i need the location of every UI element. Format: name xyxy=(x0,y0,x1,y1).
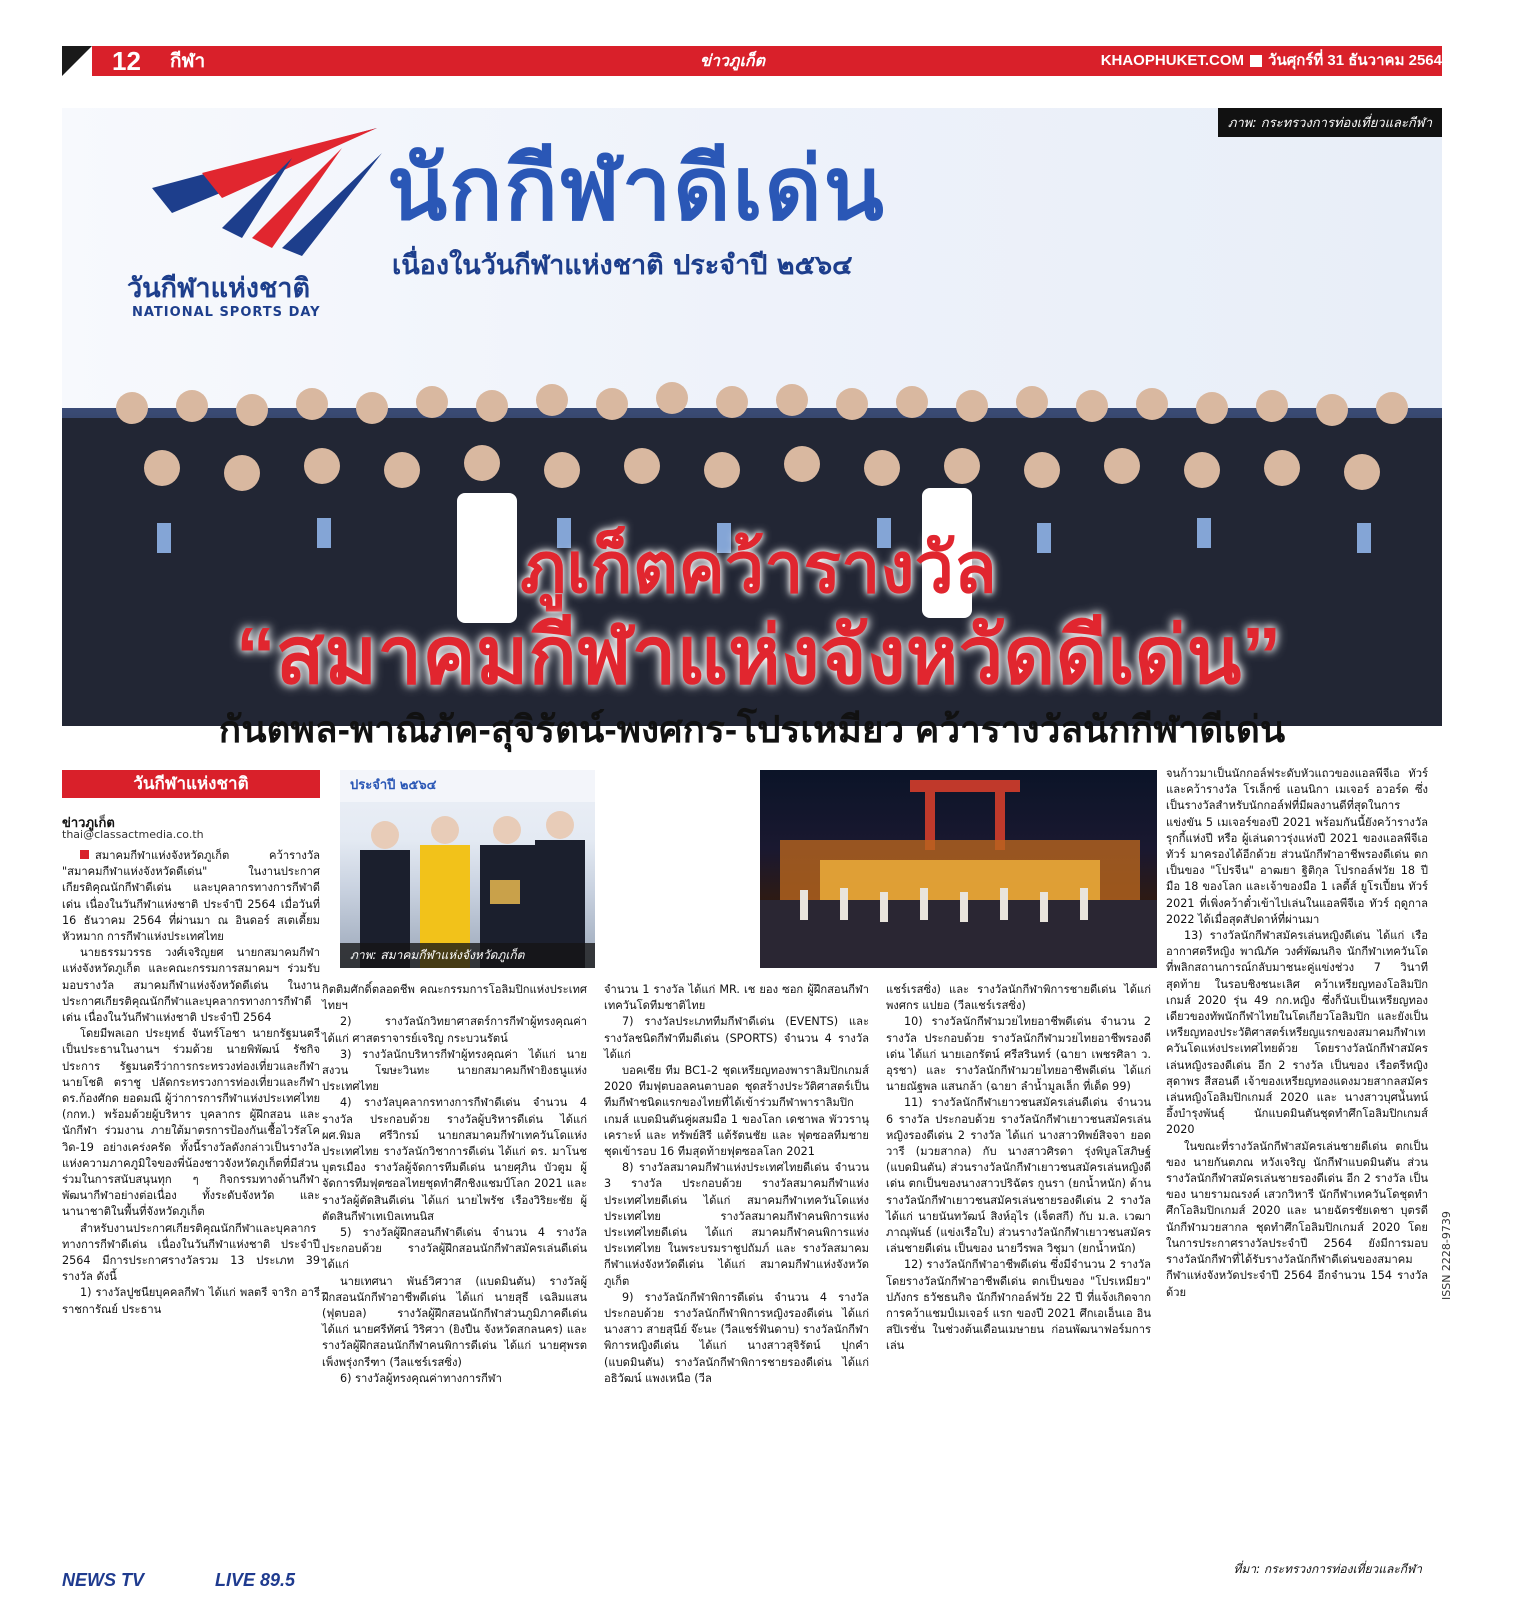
paragraph: แชร์เรสซิ่ง) และ รางวัลนักกีฬาพิการชายดีเด่น ได้แก่ พงศกร แปยอ (วีลแชร์เรสซิ่ง) xyxy=(886,983,1151,1013)
logo-text-english: NATIONAL SPORTS DAY xyxy=(132,305,321,320)
paragraph: นายเทศนา พันธ์วิศวาส (แบดมินตัน) รางวัลผู้ฝึกสอนนักกีฬาอาชีพดีเด่น ได้แก่ นายสุธี เฉลิมแสน (ฟุตบอล) รางวัลผู้ฝึกสอนนักกีฬาส่วนภูมิภาคดีเด่น ได้แก่ นายศรีทัศน์ วิริศวา (ยิงปืน จังหวัดสกลนคร) และรางวัลผู้ฝึกสอนนักกีฬาคนพิการดีเด่น ได้แก่ นายศุพรต เพ็งพรุ่งกรีฑา (วีลแชร์เรสซิ่ง) xyxy=(322,1274,587,1369)
paragraph: สำหรับงานประกาศเกียรติคุณนักกีฬาและบุคลากรทางการกีฬาดีเด่น เนื่องในวันกีฬาแห่งชาติ ประจำปี 2564 มีการประกาศรางวัลรวม 13 ประเภท 39 รางวัล ดังนี้ xyxy=(62,1221,320,1284)
paragraph: 8) รางวัลสมาคมกีฬาแห่งประเทศไทยดีเด่น จำนวน 3 รางวัล ประกอบด้วย รางวัลสมาคมกีฬาแห่งประเทศไทยดีเด่น ได้แก่ สมาคมกีฬาเทควันโดแห่งประเทศไทย รางวัลสมาคมกีฬาคนพิการแห่งประเทศไทยดีเด่น ได้แก่ สมาคมกีฬาคนพิการแห่งประเทศไทย ในพระบรมราชูปถัมภ์ และ รางวัลสมาคมกีฬาแห่งจังหวัดดีเด่น ได้แก่ สมาคมกีฬาแห่งจังหวัดภูเก็ต xyxy=(604,1161,869,1288)
national-sports-day-logo-icon xyxy=(132,118,392,268)
news-tv-logo: NEWS TV xyxy=(62,1570,145,1590)
headline-line-1: ภูเก็ตคว้ารางวัล xyxy=(520,529,997,607)
paragraph: กิตติมศักดิ์ตลอดชีพ คณะกรรมการโอลิมปิกแห่งประเทศไทยฯ xyxy=(322,983,587,1013)
paragraph: จำนวน 1 รางวัล ได้แก่ MR. เช ยอง ซอก ผู้ฝึกสอนกีฬาเทควันโดทีมชาติไทย xyxy=(604,983,869,1013)
paragraph: 11) รางวัลนักกีฬาเยาวชนสมัครเล่นดีเด่น จำนวน 6 รางวัล ประกอบด้วย รางวัลนักกีฬาเยาวชนสมัครเล่นหญิงรองดีเด่น 2 รางวัล ได้แก่ นางสาวทิพย์สิจจา ยอดวารี (มวยสากล) กับ นางสาวศิรดา รุ่งพิบูลโสภิษฐ์ (แบดมินตัน) ส่วนรางวัลนักกีฬาเยาวชนสมัครเล่นหญิงดีเด่น ตกเป็นของนางสาวปริฉัตร กูนรา (ยกน้ำหนัก) ด้านรางวัลนักกีฬาเยาวชนสมัครเล่นชายรองดีเด่น 2 รางวัล ได้แก่ นายนันทวัฒน์ สิงห์อุไร (เจ็ตสกี) กับ ม.ล. เวฒา ภาณุพันธ์ (แข่งเรือใบ) ส่วนรางวัลนักกีฬาเยาวชนสมัครเล่นชายดีเด่น เป็นของ นายวีรพล วิชุมา (ยกน้ำหนัก) xyxy=(886,1096,1151,1256)
paragraph: นายธรรมวรรธ วงศ์เจริญยศ นายกสมาคมกีฬาแห่งจังหวัดภูเก็ต และคณะกรรมการสมาคมฯ ร่วมรับมอบรางวัล สมาคมกีฬาแห่งจังหวัดดีเด่น ในงานประกาศเกียรติคุณนักกีฬาและบุคลากรทางการกีฬาดีเด่น เนื่องในวันกีฬาแห่งชาติ ประจำปี 2564 xyxy=(62,946,320,1025)
article-column-4 xyxy=(886,982,1151,1355)
paragraph: 10) รางวัลนักกีฬามวยไทยอาชีพดีเด่น จำนวน 2 รางวัล ประกอบด้วย รางวัลนักกีฬามวยไทยอาชีพรองดีเด่น ได้แก่ นายเอกรัตน์ ศรีสรินทร์ (ฉายา เพชรศิลา ว. อุรชา) และ รางวัลนักกีฬามวยไทยอาชีพดีเด่น ได้แก่ นายณัฐพล แสนกล้า (ฉายา ลำน้ำมูลเล็ก ที่เด็ด 99) xyxy=(886,1015,1151,1094)
header-dateline xyxy=(1101,46,1442,76)
paragraph: 3) รางวัลนักบริหารกีฬาผู้ทรงคุณค่า ได้แก่ นายสงวน โฆษะวินทะ นายกสมาคมกีฬายิงธนูแห่งประเทศไทย xyxy=(322,1047,587,1094)
issue-date: วันศุกร์ที่ 31 ธันวาคม 2564 xyxy=(1268,52,1442,69)
banner-title: นักกีฬาดีเด่น xyxy=(387,139,886,238)
paragraph: 9) รางวัลนักกีฬาพิการดีเด่น จำนวน 4 รางวัล ประกอบด้วย รางวัลนักกีฬาพิการหญิงรองดีเด่น ได้แก่ นางสาว สายสุนีย์ จ๊ะนะ (วีลแชร์ฟันดาบ) รางวัลนักกีฬาพิการหญิงดีเด่น ได้แก่ นางสาวสุจิรัตน์ ปุกคำ (แบดมินตัน) รางวัลนักกีฬาพิการชายรองดีเด่น ได้แก่ อธิวัฒน์ แพงเหนือ (วีล xyxy=(604,1290,869,1385)
paragraph: 12) รางวัลนักกีฬาอาชีพดีเด่น ซึ่งมีจำนวน 2 รางวัล โดยรางวัลนักกีฬาอาชีพดีเด่น ตกเป็นของ "โปรเหมียว" ปภังกร ธวัชธนกิจ นักกีฬากอล์ฟวัย 22 ปี ที่แจ้งเกิดจากการคว้าแชมป์เมเจอร์ แรก ของปี 2021 ศึกเอเอ็นเอ อินสปิเรชั่น ในช่วงต้นเดือนเมษายน ก่อนพัฒนาฟอร์มการเล่น xyxy=(886,1258,1151,1353)
issn-number: ISSN 2228-9739 xyxy=(1440,1211,1453,1300)
site-name: KHAOPHUKET.COM xyxy=(1100,52,1245,69)
paragraph: ในขณะที่รางวัลนักกีฬาสมัครเล่นชายดีเด่น ตกเป็นของ นายกันตภณ หวังเจริญ นักกีฬาแบดมินตัน ส่วนรางวัลนักกีฬาสมัครเล่นชายรองดีเด่น อีก 2 รางวัล เป็นของ นายรามณรงค์ เสวกวิหารี นักกีฬาเทควันโดชุดทำศึกโอลิมปิกเกมส์ 2020 และ นายฉัตรชัยเดชา บุตรดี นักกีฬามวยสากล ชุดทำศึกโอลิมปิกเกมส์ 2020 โดยในการประกาศรางวัลประจำปี 2564 ยังมีการมอบรางวัลนักกีฬาที่ได้รับรางวัลนักกีฬาดีเด่นของสมาคมกีฬาแห่งจังหวัดประจำปี 2564 อีกจำนวน 154 รางวัลด้วย xyxy=(1166,1139,1428,1299)
article-column-1 xyxy=(62,848,320,1318)
paragraph: 5) รางวัลผู้ฝึกสอนกีฬาดีเด่น จำนวน 4 รางวัล ประกอบด้วย รางวัลผู้ฝึกสอนนักกีฬาสมัครเล่นดีเด่น ได้แก่ xyxy=(322,1226,587,1272)
photo-award-presentation xyxy=(340,770,595,968)
section-label: วันกีฬาแห่งชาติ xyxy=(62,770,320,798)
author-email: thai@classactmedia.co.th xyxy=(62,828,204,841)
article-column-2 xyxy=(322,982,587,1387)
paragraph: 2) รางวัลนักวิทยาศาสตร์การกีฬาผู้ทรงคุณค่า ได้แก่ ศาสตราจารย์เจริญ กระบวนรัตน์ xyxy=(322,1015,587,1045)
corner-mark-icon xyxy=(62,46,92,76)
headline-line-2: “สมาคมกีฬาแห่งจังหวัดดีเด่น” xyxy=(235,611,1282,700)
photo-banner-text: ประจำปี ๒๕๖๔ xyxy=(340,770,595,802)
article-column-5 xyxy=(1166,766,1428,1301)
paragraph: จนก้าวมาเป็นนักกอล์ฟระดับหัวแถวของแอลพีจีเอ ทัวร์ และคว้ารางวัล โรเล็กซ์ แอนนิกา เมเจอร์ อวอร์ด ซึ่งเป็นรางวัลสำหรับนักกอล์ฟที่มีผลงานดีที่สุดในการแข่งขัน 5 เมเจอร์ของปี 2021 พร้อมกันนี้ยังคว้ารางวัลรุกกี้แห่งปี หรือ ผู้เล่นดาวรุ่งแห่งปี 2021 ของแอลพีจีเอ ทัวร์ มาครองได้อีกด้วย ส่วนนักกีฬาอาชีพรองดีเด่น ตกเป็นของ "โปรจีน" อาฒยา ฐิติกุล โปรกอล์ฟวัย 18 ปี มือ 18 ของโลก และเจ้าของมือ 1 เลดี้ส์ ยูโรเปี้ยน ทัวร์ 2021 ที่เพิ่งคว้าตั๋วเข้าไปเล่นในแอลพีจีเอ ทัวร์ ฤดูกาล 2022 ได้เมื่อสุดสัปดาห์ที่ผ่านมา xyxy=(1166,767,1428,926)
paragraph: โดยมีพลเอก ประยุทธ์ จันทร์โอชา นายกรัฐมนตรี เป็นประธานในงานฯ ร่วมด้วย นายพิพัฒน์ รัชกิจประการ รัฐมนตรีว่าการกระทรวงท่องเที่ยวและกีฬา นายโชติ ตราชู ปลัดกระทรวงการท่องเที่ยวและกีฬา ดร.ก้องศักด ยอดมณี ผู้ว่าการการกีฬาแห่งประเทศไทย (กกท.) พร้อมด้วยผู้บริหาร บุคลากร ผู้ฝึกสอน และนักกีฬา ร่วมงาน ภายใต้มาตรการป้องกันเชื้อไวรัสโควิด-19 อย่างเคร่งครัด ทั้งนี้รางวัลดังกล่าวเป็นรางวัลแห่งความภาคภูมิใจของพี่น้องชาวจังหวัดภูเก็ตที่มีส่วนร่วมในการสนับสนุนทุก ๆ กิจกรรมทางด้านกีฬา พัฒนากีฬาอย่างต่อเนื่อง ทั้งระดับจังหวัด และนานาชาติในพื้นที่จังหวัดภูเก็ต xyxy=(62,1027,320,1219)
live-radio-logo: LIVE 89.5 xyxy=(215,1570,296,1590)
paragraph: 13) รางวัลนักกีฬาสมัครเล่นหญิงดีเด่น ได้แก่ เรืออากาศตรีหญิง พาณิภัค วงศ์พัฒนกิจ นักกีฬาเทควันโด ที่พลิกสถานการณ์กลับมาชนะคู่แข่งช่วง 7 วินาทีสุดท้าย ในรอบชิงชนะเลิศ คว้าเหรียญทองโอลิมปิกเกมส์ 2020 รุ่น 49 กก.หญิง ซึ่งก็นับเป็นเหรียญทองเดียวของทัพนักกีฬาไทยในโตเกียวโอลิมปิก และยังเป็นเหรียญทองประวัติศาสตร์เหรียญแรกของสมาคมกีฬาเทควันโดแห่งประเทศไทยด้วย โดยรางวัลนักกีฬาสมัครเล่นหญิงรองดีเด่น อีก 2 รางวัล เป็นของ เรือตรีหญิง สุดาพร สีสอนดี เจ้าของเหรียญทองแดงมวยสากลสมัครเล่นหญิงโอลิมปิกเกมส์ 2020 และ นางสาวบุศน์ันทน์ อึ้งบำรุงพันธุ์ นักแบดมินตันชุดทำศึกโอลิมปิกเกมส์ 2020 xyxy=(1166,929,1428,1137)
sub-headline: กันตพล-พาณิภัค-สุจิรัตน์-พงศกร-โปรเหมียว คว้ารางวัลนักกีฬาดีเด่น xyxy=(218,709,1286,750)
page-number: 12 xyxy=(112,46,141,76)
paragraph: 7) รางวัลประเภททีมกีฬาดีเด่น (EVENTS) และรางวัลชนิดกีฬาทีมดีเด่น (SPORTS) จำนวน 4 รางวัล ได้แก่ xyxy=(604,1015,869,1061)
separator-square-icon xyxy=(1250,55,1262,67)
paragraph: 6) รางวัลผู้ทรงคุณค่าทางการกีฬา xyxy=(340,1371,502,1385)
photo-caption: ภาพ: สมาคมกีฬาแห่งจังหวัดภูเก็ต xyxy=(340,943,595,968)
photo-ceremony-performance xyxy=(760,770,1157,968)
paragraph: 1) รางวัลปูชนียบุคคลกีฬา ได้แก่ พลตรี จาริก อารีราชการัณย์ ประธาน xyxy=(62,1286,320,1316)
article-source: ที่มา: กระทรวงการท่องเที่ยวและกีฬา xyxy=(1233,1562,1422,1576)
paragraph: 4) รางวัลบุคลากรทางการกีฬาดีเด่น จำนวน 4 รางวัล ประกอบด้วย รางวัลผู้บริหารดีเด่น ได้แก่ ผศ.พิมล ศรีวิกรม์ นายกสมาคมกีฬาเทควันโดแห่งประเทศไทย รางวัลนักวิชาการดีเด่น ได้แก่ ดร. มาโนช บุตรเมือง รางวัลผู้จัดการทีมดีเด่น นายศุภิน บัวตูม ผู้จัดการทีมฟุตซอลไทยชุดทำศึกชิงแชมป์โลก 2021 และรางวัลผู้ตัดสินดีเด่น ได้แก่ นายไพรัช เรืองวิริยะชัย ผู้ตัดสินกีฬาเทเบิลเทนนิส xyxy=(322,1096,587,1223)
paragraph: บอคเซีย ทีม BC1-2 ชุดเหรียญทองพาราลิมปิกเกมส์ 2020 ทีมฟุตบอลคนตาบอด ชุดสร้างประวัติศาสตร์เป็นทีมกีฬาชนิดแรกของไทยที่ได้เข้าร่วมกีฬาพาราลิมปิกเกมส์ แบดมินตันคู่ผสมมือ 1 ของโลก เดชาพล พัววรานุเคราะห์ และ ทรัพย์สิรี แต้รัตนชัย และ ฟุตซอลทีมชายชุดเข้ารอบ 16 ทีมสุดท้ายฟุตซอลโลก 2021 xyxy=(604,1064,869,1159)
photo-credit: ภาพ: กระทรวงการท่องเที่ยวและกีฬา xyxy=(1218,108,1442,137)
banner-subtitle: เนื่องในวันกีฬาแห่งชาติ ประจำปี ๒๕๖๔ xyxy=(392,250,853,281)
section-name: กีฬา xyxy=(170,50,206,72)
brand-logo: ข่าวภูเก็ต xyxy=(700,51,765,70)
logo-text-thai: วันกีฬาแห่งชาติ xyxy=(127,273,310,304)
article-column-3 xyxy=(604,982,869,1387)
stage-performance-scene xyxy=(760,770,1157,968)
byline: ข่าวภูเก็ต xyxy=(62,816,115,831)
paragraph: สมาคมกีฬาแห่งจังหวัดภูเก็ต คว้ารางวัล "สมาคมกีฬาแห่งจังหวัดดีเด่น" ในงานประกาศเกียรติคุณนักกีฬาดีเด่น และบุคลากรทางการกีฬาดีเด่น เนื่องในวันกีฬาแห่งชาติ ประจำปี 2564 เมื่อวันที่ 16 ธันวาคม 2564 ที่ผ่านมา ณ อินดอร์ สเตเดี้ยม หัวหมาก การกีฬาแห่งประเทศไทย xyxy=(62,848,320,945)
